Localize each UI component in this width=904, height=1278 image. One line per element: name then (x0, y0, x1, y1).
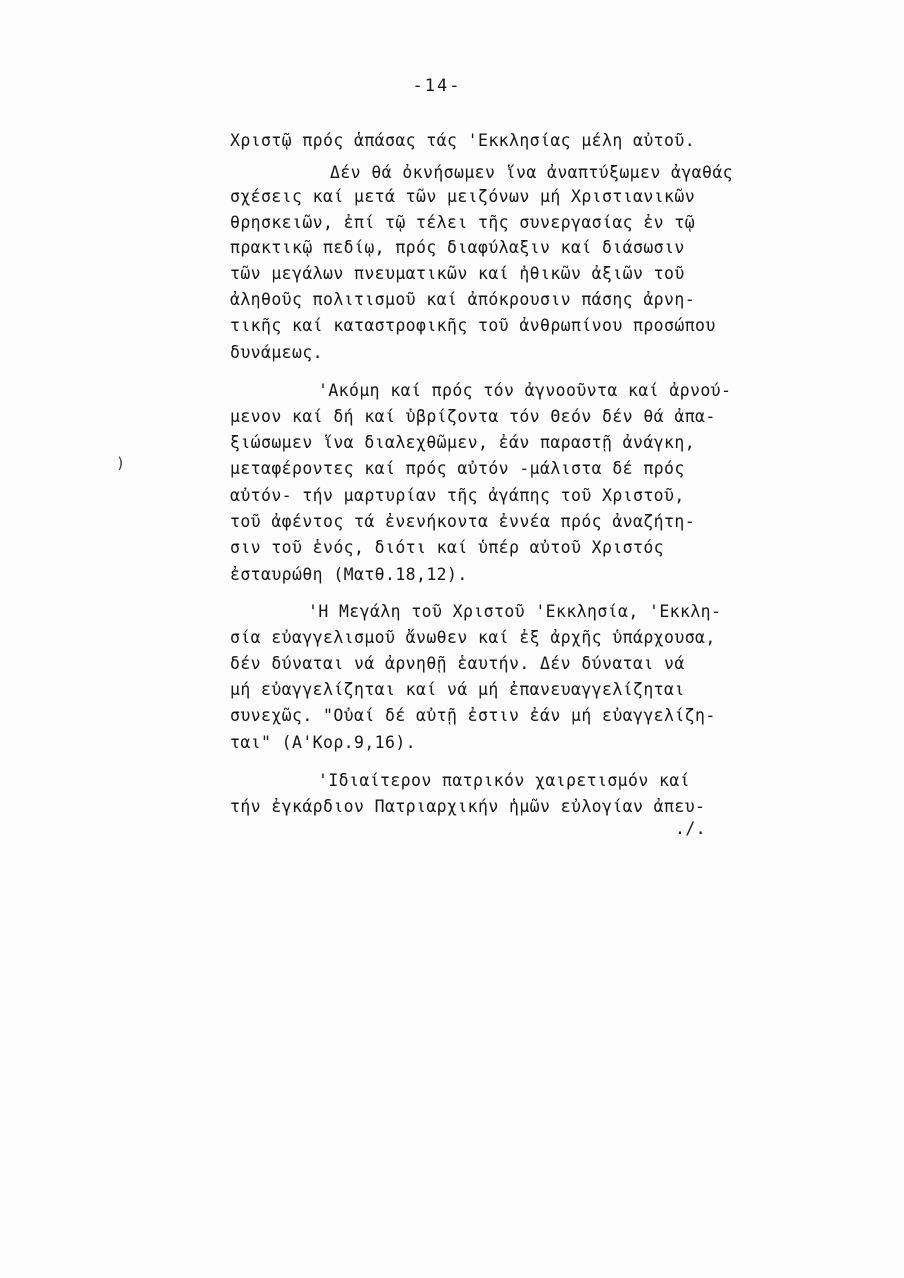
text-line: ξιώσωμεν ἵνα διαλεχθῶμεν, ἐάν παραστῇ ἀνάγκη, (230, 433, 696, 452)
text-line: Χριστῷ πρός ἁπάσας τάς 'Εκκλησίας μέλη αὐτοῦ. (230, 131, 696, 150)
text-line: τῶν μεγάλων πνευματικῶν καί ἠθικῶν ἀξιῶν τοῦ (230, 264, 685, 283)
margin-mark: ) (116, 454, 126, 472)
text-line: μή εὐαγγελίζηται καί νά μή ἐπανευαγγελίζηται (230, 680, 685, 699)
text-line: μενον καί δή καί ὑβρίζοντα τόν Θεόν δέν θά ἀπα- (230, 407, 716, 426)
text-line: 'Ακόμη καί πρός τόν ἀγνοοῦντα καί ἀρνού- (318, 381, 732, 400)
text-line: 'Η Μεγάλη τοῦ Χριστοῦ 'Εκκλησία, 'Εκκλη- (308, 602, 722, 621)
text-line: συνεχῶς. "Οὐαί δέ αὐτῇ ἐστιν ἐάν μή εὐαγγελίζη- (230, 706, 716, 725)
text-line: δυνάμεως. (230, 343, 324, 362)
text-line: αὐτόν- τήν μαρτυρίαν τῆς ἀγάπης τοῦ Χριστοῦ, (230, 486, 685, 505)
text-line: Δέν θά ὀκνήσωμεν ἵνα ἀναπτύξωμεν ἀγαθάς (330, 163, 734, 182)
text-line: ./. (675, 819, 707, 838)
text-line: σχέσεις καί μετά τῶν μειζόνων μή Χριστιανικῶν (230, 187, 696, 206)
text-line: 'Ιδιαίτερον πατρικόν χαιρετισμόν καί (318, 771, 691, 790)
text-line: σία εὐαγγελισμοῦ ἄνωθεν καί ἐξ ἀρχῆς ὑπάρχουσα, (230, 628, 716, 647)
text-line: τήν ἐγκάρδιον Πατριαρχικήν ἡμῶν εὐλογίαν ἀπευ- (230, 797, 706, 816)
text-line: ἀληθοῦς πολιτισμοῦ καί ἀπόκρουσιν πάσης ἀρνη- (230, 290, 696, 309)
page-number: -14- (412, 76, 462, 96)
text-line: σιν τοῦ ἑνός, διότι καί ὑπέρ αὐτοῦ Χριστός (230, 538, 665, 557)
text-line: πρακτικῷ πεδίῳ, πρός διαφύλαξιν καί διάσωσιν (230, 238, 685, 257)
text-line: δέν δύναται νά ἀρνηθῇ ἑαυτήν. Δέν δύναται νά (230, 654, 685, 673)
text-line: θρησκειῶν, ἐπί τῷ τέλει τῆς συνεργασίας ἐν τῷ (230, 213, 696, 232)
text-line: τοῦ ἀφέντος τά ἐνενήκοντα ἐννέα πρός ἀναζήτη- (230, 512, 696, 531)
text-line: μεταφέροντες καί πρός αὐτόν -μάλιστα δέ πρός (230, 459, 685, 478)
text-line: ται" (Α'Κορ.9,16). (230, 733, 417, 752)
text-line: ἐσταυρώθη (Ματθ.18,12). (230, 565, 468, 584)
text-line: τικῆς καί καταστροφικῆς τοῦ ἀνθρωπίνου προσώπου (230, 316, 716, 335)
